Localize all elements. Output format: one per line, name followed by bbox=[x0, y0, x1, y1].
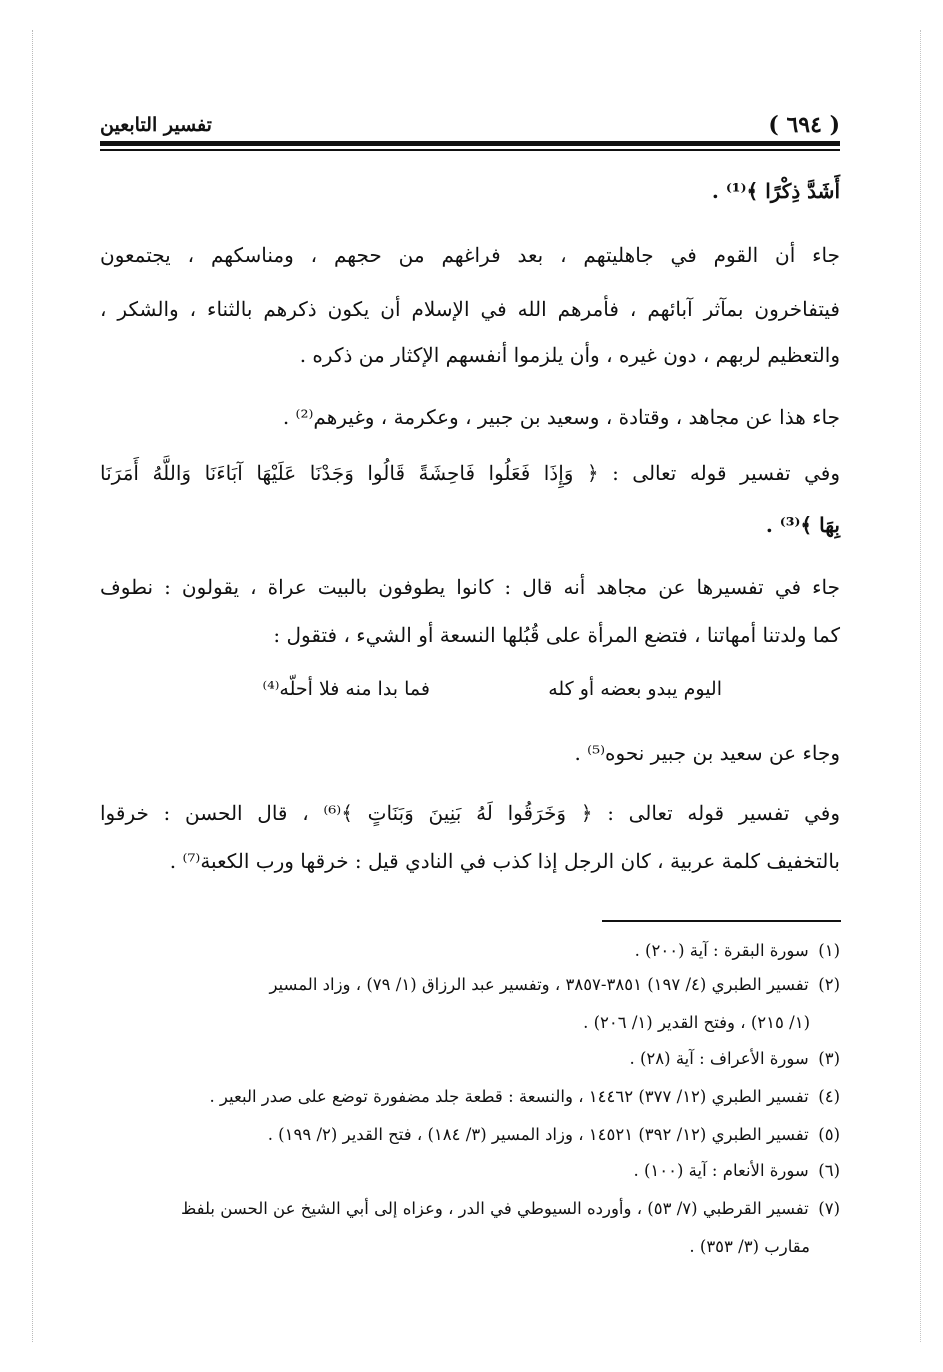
poem-second-hemistich: فما بدا منه فلا أحلّه⁽⁴⁾ bbox=[262, 678, 430, 700]
paragraph-line: وفي تفسير قوله تعالى : ﴿ وَخَرَقُوا لَهُ بَنِينَ وَبَنَاتٍ ﴾⁽⁶⁾ ، قال الحسن : خرقوا bbox=[100, 801, 840, 825]
footnote-number: (٢) bbox=[818, 975, 840, 994]
footnote bbox=[100, 1122, 840, 1148]
paragraph-line: والتعظيم لربهم ، دون غيره ، وأن يلزموا أنفسهم الإكثار من ذكره . bbox=[299, 343, 840, 367]
footnote-text: مقارب (٣/ ٣٥٣) . bbox=[689, 1237, 810, 1256]
paragraph-line: فيتفاخرون بمآثر آبائهم ، فأمرهم الله في الإسلام أن يكون ذكرهم بالثناء ، والشكر ، bbox=[100, 297, 840, 321]
footnote-number: (٦) bbox=[818, 1161, 840, 1180]
scan-margin-dots-left bbox=[32, 30, 33, 1342]
verse-ending-line: بِهَا ﴾⁽³⁾ . bbox=[765, 513, 840, 537]
header-rule-thin bbox=[100, 149, 840, 151]
footnote-number: (٧) bbox=[818, 1199, 840, 1218]
footnote-number: (٣) bbox=[818, 1049, 840, 1068]
footnote-number: (٤) bbox=[818, 1087, 840, 1106]
footnote bbox=[100, 1158, 840, 1184]
paragraph-line: جاء هذا عن مجاهد ، وقتادة ، وسعيد بن جبير ، وعكرمة ، وغيرهم⁽²⁾ . bbox=[282, 405, 840, 429]
verse-ending-line: أَشَدَّ ذِكْرًا ﴾⁽¹⁾ . bbox=[711, 179, 840, 203]
paragraph-line: وفي تفسير قوله تعالى : ﴿ وَإِذَا فَعَلُوا فَاحِشَةً قَالُوا وَجَدْنَا عَلَيْهَا آبَاءَنَا وَاللَّهُ أَمَرَنَا bbox=[100, 461, 840, 485]
footnote-text: سورة الأنعام : آية (١٠٠) . bbox=[633, 1161, 809, 1180]
footnote-number: (١) bbox=[818, 941, 840, 960]
footnote-text: تفسير الطبري (١٢/ ٣٩٢) ١٤٥٢١ ، وزاد المسير (٣/ ١٨٤) ، فتح القدير (٢/ ١٩٩) . bbox=[267, 1125, 809, 1144]
poem-first-hemistich: اليوم يبدو بعضه أو كله bbox=[548, 678, 722, 700]
footnote-text: سورة البقرة : آية (٢٠٠) . bbox=[634, 941, 809, 960]
paragraph-line: وجاء عن سعيد بن جبير نحوه⁽⁵⁾ . bbox=[574, 741, 840, 765]
footnote-number: (٥) bbox=[818, 1125, 840, 1144]
footnote-continuation bbox=[100, 1234, 810, 1260]
footnote-text: تفسير القرطبي (٧/ ٥٣) ، وأورده السيوطي في الدر ، وعزاه إلى أبي الشيخ عن الحسن بلفظ bbox=[180, 1199, 809, 1218]
page-number: ( ٦٩٤ ) bbox=[768, 112, 840, 138]
footnote bbox=[100, 1084, 840, 1110]
footnote-text: تفسير الطبري (١٢/ ٣٧٧) ١٤٤٦٢ ، والنسعة : قطعة جلد مضفورة توضع على صدر البعير . bbox=[209, 1087, 809, 1106]
paragraph-line: بالتخفيف كلمة عربية ، كان الرجل إذا كذب في النادي قيل : خرقها ورب الكعبة⁽⁷⁾ . bbox=[169, 849, 840, 873]
poem-verse bbox=[100, 678, 840, 710]
scan-margin-dots-right bbox=[920, 30, 921, 1342]
footnote bbox=[100, 972, 840, 998]
footnote bbox=[100, 1196, 840, 1222]
footnote bbox=[100, 1046, 840, 1072]
paragraph-line: جاء أن القوم في جاهليتهم ، بعد فراغهم من حجهم ، ومناسكهم ، يجتمعون bbox=[100, 243, 840, 267]
footnote-text: (١/ ٢١٥) ، وفتح القدير (١/ ٢٠٦) . bbox=[583, 1013, 810, 1032]
paragraph-line: جاء في تفسيرها عن مجاهد أنه قال : كانوا يطوفون بالبيت عراة ، يقولون : نطوف bbox=[100, 575, 840, 599]
footnote-continuation bbox=[100, 1010, 810, 1036]
paragraph-line: كما ولدتنا أمهاتنا ، فتضع المرأة على قُبُلها النسعة أو الشيء ، فتقول : bbox=[273, 623, 840, 647]
footnote-text: سورة الأعراف : آية (٢٨) . bbox=[629, 1049, 809, 1068]
footnote-text: تفسير الطبري (٤/ ١٩٧) ٣٨٥١-٣٨٥٧ ، وتفسير عبد الرزاق (١/ ٧٩) ، وزاد المسير bbox=[269, 975, 809, 994]
footnote-separator bbox=[602, 920, 841, 922]
book-title: تفسير التابعين bbox=[100, 114, 212, 136]
header-rule-thick bbox=[100, 141, 840, 146]
footnote bbox=[100, 938, 840, 964]
